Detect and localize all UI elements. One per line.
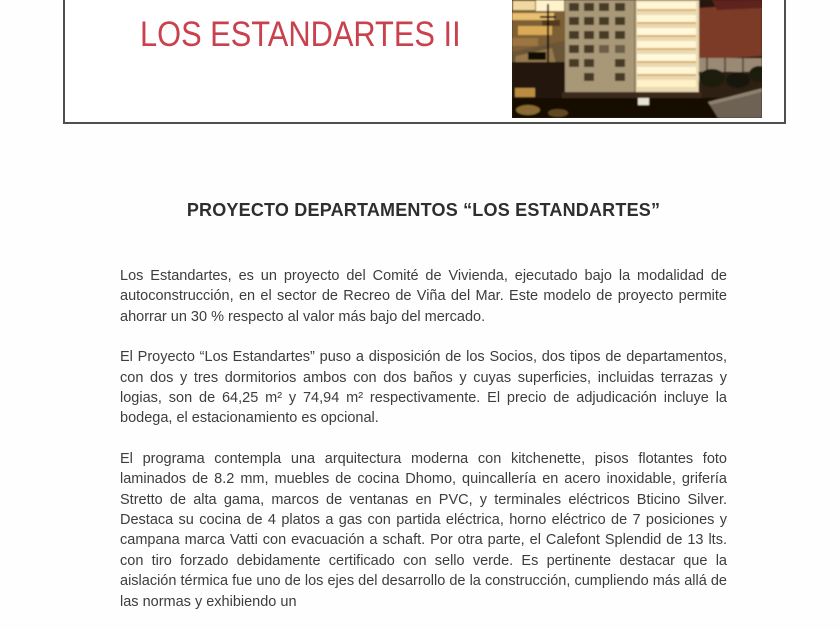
document-body (120, 200, 727, 612)
building-photo (512, 0, 762, 118)
paragraph-1: Los Estandartes, es un proyecto del Comité de Vivienda, ejecutado bajo la modalidad de autoconstrucción, en el sector de Recreo de Viña del Mar. Este modelo de proyecto permite ahorrar un 30 % respecto al valor más bajo del mercado. (120, 268, 727, 325)
banner-title: LOS ESTANDARTES II (140, 15, 461, 54)
paragraph-3: El programa contempla una arquitectura moderna con kitchenette, pisos flotantes foto laminados de 8.2 mm, muebles de cocina Dhomo, quincallería en acero inoxidable, grifería Stretto de alta gama, marcos de ventanas en PVC, y terminales eléctricos Bticino Silver. Destaca su cocina de 4 platos a gas con partida eléctrica, horno eléctrico de 7 posiciones y campana marca Vatti con evacuación a schaft. Por otra parte, el Calefont Splendid de 13 lts. con tiro forzado debidamente certificado con sello verde. Es pertinente destacar que la aislación térmica fue uno de los ejes del desarrollo de la construcción, cumpliendo más allá de las normas y exhibiendo un (120, 450, 727, 610)
document-heading: PROYECTO DEPARTAMENTOS “LOS ESTANDARTES” (186, 200, 661, 220)
paragraph-2: El Proyecto “Los Estandartes” puso a disposición de los Socios, dos tipos de departamentos, con dos y tres dormitorios ambos con dos baños y cuyas superficies, incluidas terrazas y logias, son de 64,25 m² y 74,94 m² respectivamente. El precio de adjudicación incluye la bodega, el estacionamiento es opcional. (120, 349, 727, 427)
